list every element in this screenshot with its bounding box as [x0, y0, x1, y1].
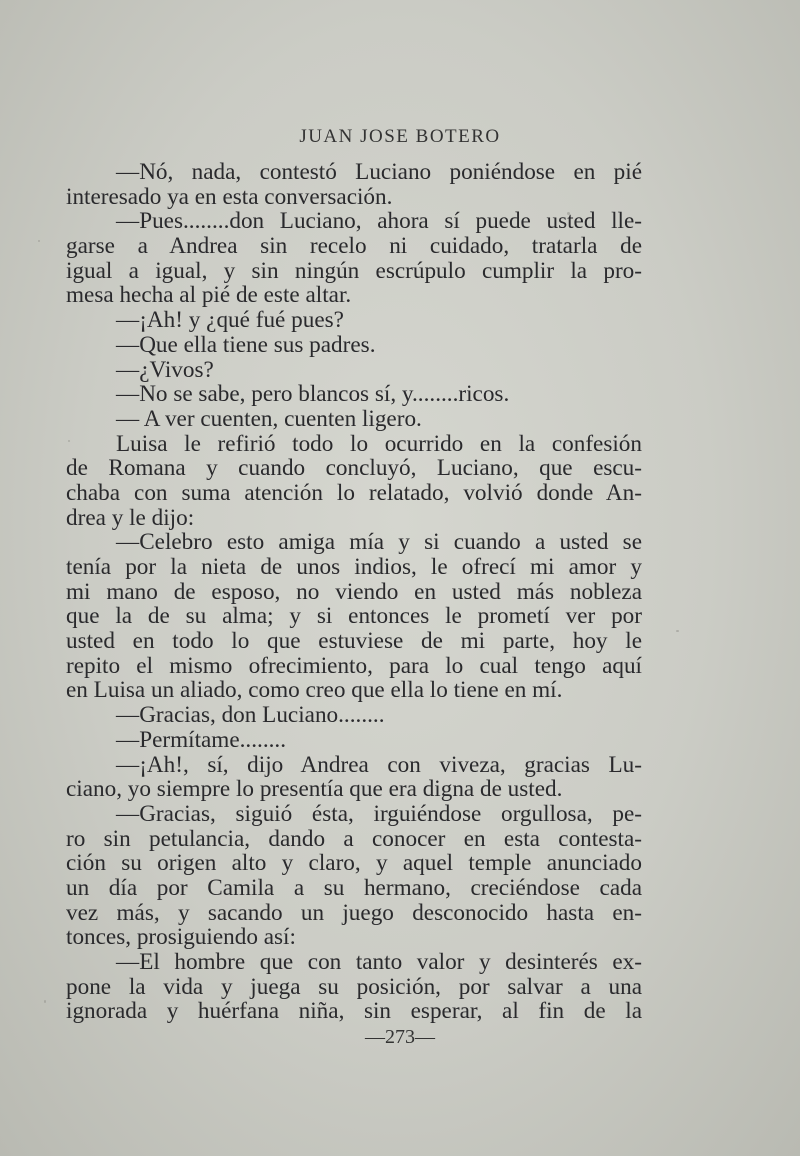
text-line: igual a igual, y sin ningún escrúpulo cumplir la pro- [66, 257, 642, 284]
text-line: de Romana y cuando concluyó, Luciano, que escu- [66, 455, 642, 482]
text-line: —Gracias, siguió ésta, irguiéndose orgullosa, pe- [116, 800, 642, 827]
text-line: — A ver cuenten, cuenten ligero. [116, 405, 422, 432]
text-line: —Celebro esto amiga mía y si cuando a usted se [116, 529, 642, 556]
text-line: chaba con suma atención lo relatado, volvió donde An- [66, 479, 642, 506]
text-line: —¡Ah! y ¿qué fué pues? [116, 307, 344, 334]
paper-speck [44, 1000, 46, 1003]
text-line: tonces, prosiguiendo así: [66, 924, 296, 951]
text-line: usted en todo lo que estuviese de mi parte, hoy le [66, 628, 642, 655]
page-number: —273— [365, 1026, 435, 1048]
text-line: —No se sabe, pero blancos sí, y........ricos. [116, 381, 510, 408]
running-header: JUAN JOSE BOTERO [299, 126, 501, 147]
text-line: drea y le dijo: [66, 504, 195, 531]
text-line: repito el mismo ofrecimiento, para lo cual tengo aquí [66, 652, 642, 679]
text-line: mesa hecha al pié de este altar. [66, 282, 352, 309]
paper-speck [676, 630, 679, 632]
text-line: —¡Ah!, sí, dijo Andrea con viveza, gracias Lu- [116, 751, 642, 778]
text-line: —Gracias, don Luciano........ [116, 702, 385, 729]
text-line: en Luisa un aliado, como creo que ella lo tiene en mí. [66, 677, 563, 704]
text-line: —Permítame........ [116, 726, 287, 753]
text-line: —Pues........don Luciano, ahora sí puede usted lle- [116, 208, 642, 235]
text-line: —Que ella tiene sus padres. [116, 331, 376, 358]
text-line: Luisa le refirió todo lo ocurrido en la confesión [116, 430, 642, 457]
text-line: —¿Vivos? [116, 356, 214, 383]
text-line: —Nó, nada, contestó Luciano poniéndose en pié [116, 159, 642, 185]
text-line: que la de su alma; y si entonces le prometí ver por [66, 603, 642, 630]
text-line: pone la vida y juega su posición, por salvar a una [66, 973, 642, 1000]
text-line: ciano, yo siempre lo presentía que era digna de usted. [66, 776, 563, 803]
text-line: tenía por la nieta de unos indios, le ofrecí mi amor y [66, 554, 642, 580]
text-line: ción su origen alto y claro, y aquel temple anunciado [66, 850, 642, 877]
text-line: ignorada y huérfana niña, sin esperar, al fin de la [66, 998, 642, 1025]
text-line: garse a Andrea sin recelo ni cuidado, tratarla de [66, 233, 642, 260]
text-line: ro sin petulancia, dando a conocer en esta contesta- [66, 825, 642, 852]
body-text [66, 160, 642, 1024]
text-line: un día por Camila a su hermano, creciéndose cada [66, 874, 642, 901]
paper-speck [38, 240, 40, 242]
text-line: mi mano de esposo, no viendo en usted más nobleza [66, 578, 642, 605]
text-line: interesado ya en esta conversación. [66, 183, 393, 210]
text-line: —El hombre que con tanto valor y desinterés ex- [116, 949, 642, 975]
text-line: vez más, y sacando un juego desconocido hasta en- [66, 899, 642, 926]
